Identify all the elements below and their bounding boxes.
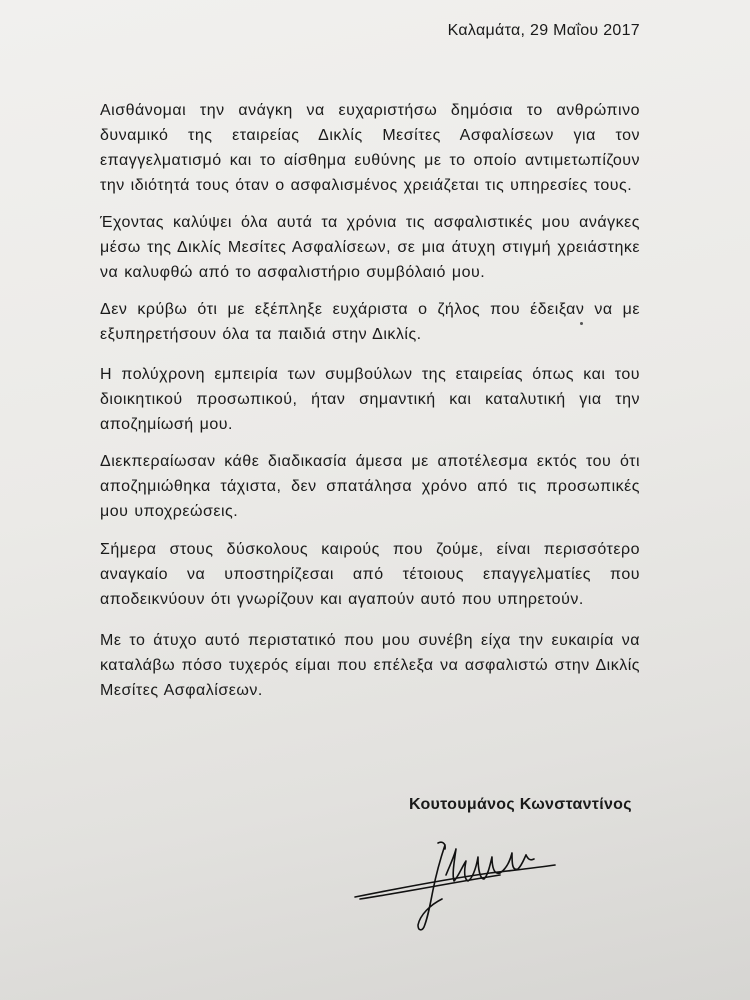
paragraph-difficult-times: Σήμερα στους δύσκολους καιρούς που ζούμε, είναι περισσότερο αναγκαίο να υποστηρίζεσαι από τέτοιους επαγγελματίες που αποδεικνύουν ότι γνωρίζουν και αγαπούν αυτό που υπηρετούν.: [100, 541, 640, 608]
place-date: Καλαμάτα, 29 Μαΐου 2017: [447, 22, 640, 39]
paragraph-thanks: Αισθάνομαι την ανάγκη να ευχαριστήσω δημόσια το ανθρώπινο δυναμικό της εταιρείας Δικλίς Μεσίτες Ασφαλίσεων για τον επαγγελματισμό και το αίσθημα ευθύνης με το οποίο αντιμετωπίζουν την ιδιότητά τους όταν ο ασφαλισμένος χρειάζεται τις υπηρεσίες τους.: [100, 102, 640, 194]
paragraph-processing: Διεκπεραίωσαν κάθε διαδικασία άμεσα με αποτέλεσμα εκτός του ότι αποζημιώθηκα τάχιστα, δεν σπατάλησα χρόνο από τις προσωπικές μου υποχρεώσεις.: [100, 453, 640, 520]
handwritten-signature: [350, 835, 560, 935]
paragraph-zeal: Δεν κρύβω ότι με εξέπληξε ευχάριστα ο ζήλος που έδειξαν να με εξυπηρετήσουν όλα τα παιδιά στην Δικλίς.: [100, 301, 640, 343]
signer-name: Κουτουμάνος Κωνσταντίνος: [409, 796, 632, 813]
paragraph-closing: Με το άτυχο αυτό περιστατικό που μου συνέβη είχα την ευκαιρία να καταλάβω πόσο τυχερός είμαι που επέλεξα να ασφαλιστώ στην Δικλίς Μεσίτες Ασφαλίσεων.: [100, 632, 640, 699]
paragraph-coverage: Έχοντας καλύψει όλα αυτά τα χρόνια τις ασφαλιστικές μου ανάγκες μέσω της Δικλίς Μεσίτες Ασφαλίσεων, σε μια άτυχη στιγμή χρειάστηκε να καλυφθώ από το ασφαλιστήριο συμβόλαιό μου.: [100, 214, 640, 281]
paragraph-experience: Η πολύχρονη εμπειρία των συμβούλων της εταιρείας όπως και του διοικητικού προσωπικού, ήταν σημαντική και καταλυτική για την αποζημίωσή μου.: [100, 366, 640, 433]
paper-speck: [580, 322, 583, 325]
